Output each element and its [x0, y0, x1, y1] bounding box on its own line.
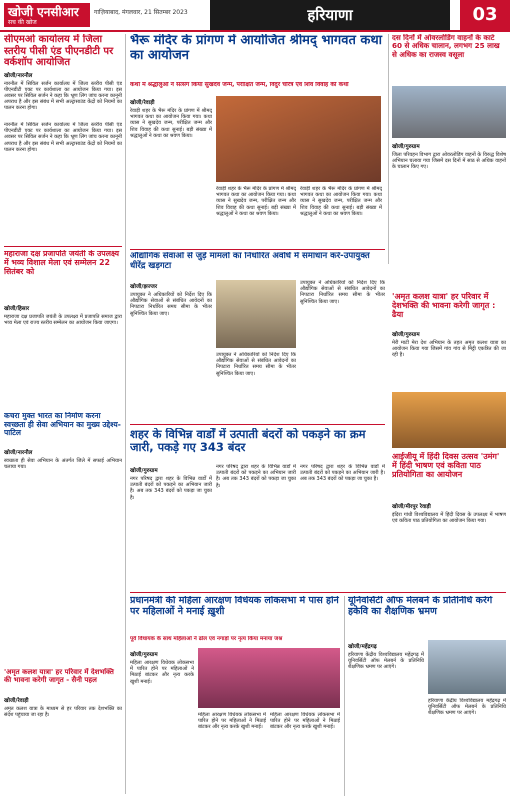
story-kachra-byline: खोजी/नारनौल: [4, 450, 33, 456]
page-number: 03: [460, 0, 510, 30]
story-mela-headline: महाराजा दक्ष प्रजापति जयंती के उपलक्ष्य में भव्य विशाल मेला एवं सम्मेलन 22 सितंबर को: [4, 250, 120, 276]
story-lead-col3: रेवाड़ी शहर के भैरू मंदिर के प्रांगण में श्रीमद् भागवत कथा का आयोजन किया गया। कथा व्यास ने सुखदेव जन्म, परीक्षित जन्म और शिव विवाह की कथा सुनाई। बड़ी संख्या में श्रद्धालुओं ने कथा का श्रवण किया।: [300, 186, 382, 217]
story-kalash2-byline: खोजी/रेवाड़ी: [4, 698, 29, 704]
story-industrial: [130, 252, 385, 278]
story-industrial-col1: [130, 280, 212, 420]
kalash-photo: [392, 392, 506, 448]
story-monkeys: [130, 428, 385, 462]
lead-photo: [216, 96, 381, 182]
story-cmo-continued: नारनौल में सिविल सर्जन कार्यालय में जिला स्तरीय पीसी एंड पीएनडीटी एक्ट पर कार्यशाला का आयोजन किया गया। इस अवसर पर सिविल सर्जन ने कहा कि भ्रूण लिंग जांच करना कानूनी अपराध है और इस संबंध में सभी अल्ट्रासाउंड केंद्रों को नियमों का पालन करना होगा।: [4, 122, 122, 153]
story-industrial-body: उपायुक्त ने अधिकारियों को निर्देश दिए कि औद्योगिक सेवाओं से संबंधित आवेदनों का निपटारा निर्धारित समय सीमा के भीतर सुनिश्चित किया जाए।: [130, 292, 212, 317]
masthead: [0, 0, 510, 32]
story-women: [130, 596, 340, 636]
story-kalash-body: मेरी माटी मेरा देश अभियान के तहत अमृत कलश यात्रा का आयोजन किया गया जिसमें गांव गांव से मिट्टी एकत्रित की जा रही है।: [392, 340, 506, 359]
story-women-body: महिला आरक्षण विधेयक लोकसभा में पारित होने पर महिलाओं ने मिठाई बांटकर और नृत्य करके खुशी मनाई।: [130, 660, 194, 685]
story-kachra-text: [4, 446, 122, 666]
section-title: हरियाणा: [210, 0, 450, 30]
story-monkeys-byline: खोजी/गुरुग्राम: [130, 468, 158, 474]
story-kalash-headline: 'अमृत कलश यात्रा' हर परिवार में देशभक्ति की भावना करेगी जागृत : ढैया: [392, 292, 496, 320]
story-industrial-col3: उपायुक्त ने अधिकारियों को निर्देश दिए कि औद्योगिक सेवाओं से संबंधित आवेदनों का निपटारा निर्धारित समय सीमा के भीतर सुनिश्चित किया जाए।: [300, 280, 385, 305]
story-hindi-headline: आईजीयू में हिंदी दिवस उत्सव 'उमंग' में हिंदी भाषण एवं कविता पाठ प्रतियोगिता का आयोजन: [392, 452, 500, 480]
story-cmo: [4, 34, 122, 120]
story-hindi: [392, 452, 506, 498]
story-melbourne-headline: यूनिवर्सिटी ऑफ मेलबर्न के प्रतिनिधि करेंगे हकेवि का शैक्षणिक भ्रमण: [348, 596, 493, 617]
divider: [130, 424, 385, 425]
story-women-col1: [130, 648, 194, 796]
story-hindi-byline: खोजी/मीरपुर रेवाड़ी: [392, 504, 431, 510]
story-kalash2-body: अमृत कलश यात्रा के माध्यम से हर परिवार तक देशभक्ति का संदेश पहुंचाया जा रहा है।: [4, 706, 122, 719]
story-lead-headline: भैरू मंदिर के प्रांगण में आयोजित श्रीमद् भागवत कथा का आयोजन: [130, 34, 383, 63]
divider: [130, 249, 385, 250]
story-cmo-headline: सीएमओ कार्यालय में जिला स्तरीय पीसी एंड पीएनडीटी पर वर्कशॉप आयोजित: [4, 34, 114, 68]
industrial-photo: [216, 280, 296, 348]
story-overload: [392, 34, 506, 84]
logo-subtext: सच की खोज: [8, 19, 37, 26]
story-women-col2: महिला आरक्षण विधेयक लोकसभा में पारित होने पर महिलाओं ने मिठाई बांटकर और नृत्य करके खुशी मनाई।: [198, 712, 266, 731]
story-cmo-body: नारनौल में सिविल सर्जन कार्यालय में जिला स्तरीय पीसी एंड पीएनडीटी एक्ट पर कार्यशाला का आयोजन किया गया। इस अवसर पर सिविल सर्जन ने कहा कि भ्रूण लिंग जांच करना कानूनी अपराध है और इस संबंध में सभी अल्ट्रासाउंड केंद्रों को नियमों का पालन करना होगा।: [4, 80, 122, 112]
melbourne-photo: [428, 640, 506, 694]
story-kalash-byline: खोजी/गुरुग्राम: [392, 332, 420, 338]
story-overload-byline: खोजी/गुरुग्राम: [392, 144, 420, 150]
divider: [4, 246, 122, 247]
story-women-headline: प्रधानमंत्री की महिला आरक्षण विधेयक लोकसभा में पास होने पर महिलाओं ने मनाई ख़ुशी: [130, 596, 339, 617]
story-industrial-byline: खोजी/झज्जर: [130, 284, 158, 290]
story-mela: [4, 250, 122, 300]
story-mela-body: महाराजा दक्ष प्रजापति जयंती के उपलक्ष्य में प्रजापति समाज द्वारा भव्य मेला एवं राज्य स्तरीय सम्मेलन का आयोजन किया जाएगा।: [4, 314, 122, 327]
story-kachra-body: स्वच्छता ही सेवा अभियान के अंतर्गत जिले में सफाई अभियान चलाया गया।: [4, 458, 122, 471]
column-divider: [388, 34, 389, 264]
story-kalash2: [4, 668, 122, 692]
story-hindi-body: इंदिरा गांधी विश्वविद्यालय में हिंदी दिवस के उपलक्ष्य में भाषण एवं कविता पाठ प्रतियोगिता का आयोजन किया गया।: [392, 512, 506, 525]
story-kalash2-text: [4, 694, 122, 798]
women-photo: [198, 648, 340, 708]
story-hindi-text: [392, 500, 506, 590]
story-monkeys-col1: [130, 464, 212, 584]
story-melbourne: [348, 596, 506, 636]
story-overload-body: जिला परिवहन विभाग द्वारा ओवरलोडिंग वाहनों के विरुद्ध विशेष अभियान चलाया गया जिसमें दस दिनों में साठ से अधिक वाहनों के चालान किए गए।: [392, 152, 506, 171]
story-industrial-headline: औद्योगिक सेवाओं से जुड़े मामलों का निर्धारित अवधि में समाधान करें-उपायुक्त धीरेंद्र खड़गटा: [130, 252, 370, 271]
story-melbourne-col1: [348, 640, 424, 796]
story-kalash: [392, 292, 506, 326]
story-kachra: [4, 412, 122, 444]
story-industrial-col2: उपायुक्त ने अधिकारियों को निर्देश दिए कि औद्योगिक सेवाओं से संबंधित आवेदनों का निपटारा निर्धारित समय सीमा के भीतर सुनिश्चित किया जाए।: [216, 352, 296, 377]
story-cmo-byline: खोजी/नारनौल: [4, 72, 33, 79]
story-mela-byline: खोजी/हिसार: [4, 306, 30, 312]
story-kachra-headline: कचरा मुक्त भारत का निर्माण करना स्वच्छता ही सेवा अभियान का मुख्य उद्देश्य-पाटिल: [4, 412, 121, 438]
story-lead: [130, 34, 385, 80]
story-overload-headline: दस दिनों में ओवरलोडिंग वाहनों के काटे 60 से अधिक चालान, लगभग 25 लाख से अधिक का राजस्व वसूला: [392, 34, 500, 59]
story-overload-text: [392, 140, 506, 290]
divider: [130, 592, 506, 593]
story-melbourne-body: हरियाणा केंद्रीय विश्वविद्यालय महेंद्रगढ़ में यूनिवर्सिटी ऑफ मेलबर्न के प्रतिनिधि शैक्षणिक भ्रमण पर आएंगे।: [348, 652, 424, 671]
newspaper-logo: [4, 3, 90, 27]
story-women-subhead: पूर्व विधायक के साथ महिलाओं ने ढोल एवं नगाड़ों पर नृत्य किया मनाया जश्न: [130, 636, 283, 642]
story-monkeys-body: नगर परिषद द्वारा शहर के विभिन्न वार्डों में उत्पाती बंदरों को पकड़ने का अभियान जारी है। अब तक 343 बंदरों को पकड़ा जा चुका है।: [130, 476, 212, 501]
story-melbourne-col2: हरियाणा केंद्रीय विश्वविद्यालय महेंद्रगढ़ में यूनिवर्सिटी ऑफ मेलबर्न के प्रतिनिधि शैक्षणिक भ्रमण पर आएंगे।: [428, 698, 506, 717]
story-lead-subhead: कथा में श्रद्धालुओं ने सत्संग किया सुखदेव जन्म, परीक्षित जन्म, विदुर चरित्र एवं शिव विवाह की कथा: [130, 82, 349, 88]
story-monkeys-headline: शहर के विभिन्न वार्डों में उत्पाती बंदरों को पकड़ने का क्रम जारी, पकड़े गए 343 बंदर: [130, 428, 366, 455]
column-divider: [125, 34, 126, 794]
story-lead-col2: रेवाड़ी शहर के भैरू मंदिर के प्रांगण में श्रीमद् भागवत कथा का आयोजन किया गया। कथा व्यास ने सुखदेव जन्म, परीक्षित जन्म और शिव विवाह की कथा सुनाई। बड़ी संख्या में श्रद्धालुओं ने कथा का श्रवण किया।: [216, 186, 296, 217]
story-women-col3: महिला आरक्षण विधेयक लोकसभा में पारित होने पर महिलाओं ने मिठाई बांटकर और नृत्य करके खुशी मनाई।: [270, 712, 340, 731]
column-divider: [344, 596, 345, 796]
story-kalash-text: [392, 328, 506, 390]
story-women-subhead-box: [130, 636, 340, 646]
story-women-byline: खोजी/गुरुग्राम: [130, 652, 158, 658]
story-lead-body: रेवाड़ी शहर के भैरू मंदिर के प्रांगण में श्रीमद् भागवत कथा का आयोजन किया गया। कथा व्यास ने सुखदेव जन्म, परीक्षित जन्म और शिव विवाह की कथा सुनाई। बड़ी संख्या में श्रद्धालुओं ने कथा का श्रवण किया।: [130, 108, 212, 139]
overload-photo: [392, 86, 506, 138]
story-monkeys-col2: नगर परिषद द्वारा शहर के विभिन्न वार्डों में उत्पाती बंदरों को पकड़ने का अभियान जारी है। अब तक 343 बंदरों को पकड़ा जा चुका है।: [216, 464, 296, 489]
story-monkeys-col3: नगर परिषद द्वारा शहर के विभिन्न वार्डों में उत्पाती बंदरों को पकड़ने का अभियान जारी है। अब तक 343 बंदरों को पकड़ा जा चुका है।: [300, 464, 385, 483]
story-kalash2-headline: 'अमृत कलश यात्रा' हर परिवार में देशभक्ति की भावना करेगी जागृत - सैनी पहल: [4, 668, 114, 685]
story-lead-col1: [130, 96, 212, 246]
story-mela-text: [4, 302, 122, 412]
logo-text: खोजी एनसीआर: [8, 5, 79, 19]
story-melbourne-byline: खोजी/महेंद्रगढ़: [348, 644, 377, 650]
dateline: गाज़ियाबाद, मंगलवार, 21 सितम्बर 2023: [94, 9, 188, 16]
story-lead-byline: खोजी/रेवाड़ी: [130, 100, 155, 106]
story-lead-subhead-box: [130, 82, 385, 94]
